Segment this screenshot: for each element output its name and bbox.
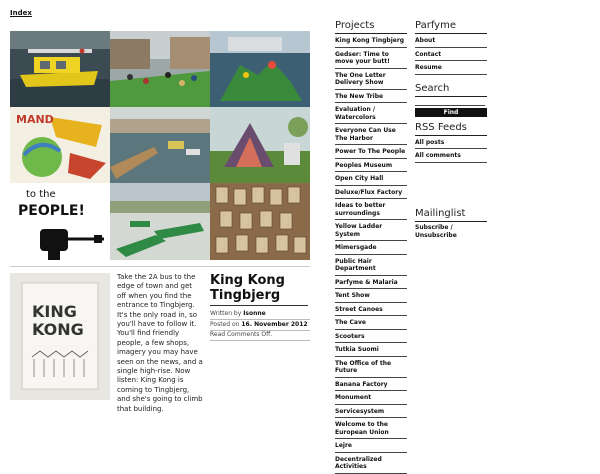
written-by-label: Written by xyxy=(210,310,242,317)
tile-tent[interactable] xyxy=(210,107,310,183)
post-author[interactable]: Isonne xyxy=(243,310,266,317)
projects-list xyxy=(335,34,407,474)
search-heading: Search xyxy=(415,83,487,97)
project-link[interactable]: Peoples Museum xyxy=(335,159,407,173)
tile-canal-boats[interactable] xyxy=(110,107,210,183)
post-excerpt-text: Take the 2A bus to the edge of town and get off when you find the entrance to Tingbjerg. It's the only road in, so you'll have to follow it. You'll find friendly people, a few shops, imagery you may have seen on the news, and a single high-rise. Now listen: King Kong is coming to Tingbjerg, and she's going to climb that building. xyxy=(117,273,203,413)
project-link[interactable]: Banana Factory xyxy=(335,378,407,392)
project-link[interactable]: The One Letter Delivery Show xyxy=(335,69,407,90)
tile-to-the-people[interactable] xyxy=(10,183,110,260)
project-link[interactable]: Evaluation / Watercolors xyxy=(335,103,407,124)
post-comments: Read Comments Off. xyxy=(210,331,273,338)
link-all-posts[interactable]: All posts xyxy=(415,136,487,150)
meta-rule-1 xyxy=(210,319,310,320)
tile-minigolf[interactable] xyxy=(110,183,210,260)
project-link[interactable]: Power To The People xyxy=(335,145,407,159)
project-link[interactable]: Tutkia Suomi xyxy=(335,343,407,357)
post-author-line xyxy=(210,310,310,318)
project-link[interactable]: Parfyme & Malaria xyxy=(335,276,407,290)
mailinglist-links xyxy=(415,222,487,240)
project-link[interactable]: Scooters xyxy=(335,330,407,344)
post-excerpt xyxy=(117,273,203,414)
project-link[interactable]: The Cave xyxy=(335,316,407,330)
project-link[interactable]: The New Tribe xyxy=(335,90,407,104)
project-link[interactable]: King Kong Tingbjerg xyxy=(335,34,407,48)
find-button[interactable]: Find xyxy=(415,108,487,117)
project-link[interactable]: Street Canoes xyxy=(335,303,407,317)
project-link[interactable]: Gedser: Time to move your butt! xyxy=(335,48,407,69)
tile-people-text-2: PEOPLE! xyxy=(18,203,85,219)
search-input[interactable] xyxy=(415,99,485,106)
project-link[interactable]: Public Hair Department xyxy=(335,255,407,276)
tile-illustration-text: MAND xyxy=(16,113,54,126)
project-link[interactable]: Yellow Ladder System xyxy=(335,220,407,241)
tile-harbor-monster[interactable] xyxy=(210,31,310,107)
project-link[interactable]: Ideas to better surroundings xyxy=(335,199,407,220)
project-link[interactable]: Deluxe/Flux Factory xyxy=(335,186,407,200)
rss-heading: RSS Feeds xyxy=(415,122,487,136)
projects-sidebar xyxy=(335,20,407,474)
poster-title-line1: KING xyxy=(32,302,77,321)
project-link[interactable]: Welcome to the European Union xyxy=(335,418,407,439)
project-link[interactable]: Lejre xyxy=(335,439,407,453)
link-unsubscribe[interactable]: Unsubscribe xyxy=(415,231,457,239)
link-about[interactable]: About xyxy=(415,34,487,48)
project-link[interactable]: Decentralized Activities xyxy=(335,453,407,474)
projects-heading: Projects xyxy=(335,20,407,34)
mailinglist-heading: Mailinglist xyxy=(415,208,487,222)
project-link[interactable]: Open City Hall xyxy=(335,172,407,186)
tile-portraits[interactable] xyxy=(210,183,310,260)
parfyme-heading: Parfyme xyxy=(415,20,487,34)
post-thumbnail[interactable] xyxy=(10,273,110,400)
link-all-comments[interactable]: All comments xyxy=(415,149,487,163)
tile-yellow-boat[interactable] xyxy=(10,31,110,107)
tile-people-text-1: to the xyxy=(26,189,56,200)
project-link[interactable]: Tent Show xyxy=(335,289,407,303)
right-sidebar xyxy=(415,20,487,240)
tile-illustration[interactable] xyxy=(10,107,110,183)
project-link[interactable]: Everyone Can Use The Harbor xyxy=(335,124,407,145)
project-link[interactable]: Monument xyxy=(335,391,407,405)
link-subscribe[interactable]: Subscribe / xyxy=(415,223,453,231)
post-title-rule xyxy=(210,305,308,306)
tile-square-people[interactable] xyxy=(110,31,210,107)
project-link[interactable]: Servicesystem xyxy=(335,405,407,419)
project-link[interactable]: The Office of the Future xyxy=(335,357,407,378)
rss-links xyxy=(415,136,487,163)
link-resume[interactable]: Resume xyxy=(415,61,487,75)
meta-rule-3 xyxy=(210,340,310,341)
post-title[interactable]: King Kong Tingbjerg xyxy=(210,273,285,303)
link-contact[interactable]: Contact xyxy=(415,48,487,62)
parfyme-links xyxy=(415,34,487,75)
content-divider xyxy=(10,266,310,267)
poster-title-line2: KONG xyxy=(32,320,84,339)
project-link[interactable]: Mimersgade xyxy=(335,241,407,255)
index-link[interactable]: Index xyxy=(10,9,32,17)
post-date-line xyxy=(210,321,310,329)
project-image-grid xyxy=(10,31,310,260)
posted-on-label: Posted on xyxy=(210,321,240,328)
post-date[interactable]: 16. November 2012 xyxy=(241,321,308,328)
